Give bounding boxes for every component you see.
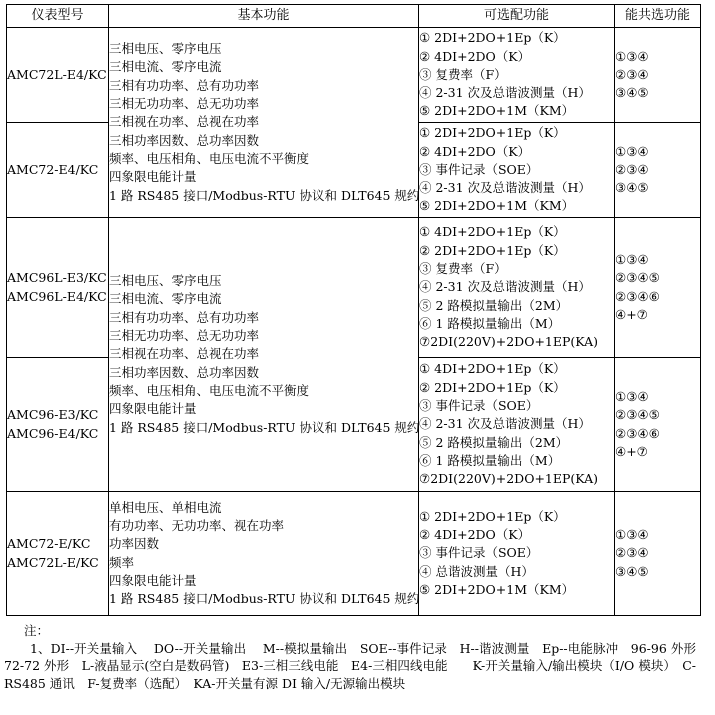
basic-item: 三相有功功率、总有功功率 — [109, 77, 260, 93]
optional-item: ② 4DI+2DO（K） — [419, 48, 531, 64]
optional-item: ② 2DI+2DO+1Ep（K） — [419, 242, 566, 258]
optional-item: ② 4DI+2DO（K） — [419, 143, 531, 159]
optional-item: ① 2DI+2DO+1Ep（K） — [419, 508, 566, 524]
optional-item: ⑥ 1 路模拟量输出（M） — [419, 315, 561, 331]
optional-item: ④ 2-31 次及总谐波测量（H） — [419, 416, 591, 432]
table-row — [7, 28, 701, 123]
optional-item: ③ 复费率（F） — [419, 261, 507, 277]
combo-item: ②③④ — [615, 161, 649, 177]
combo-item: ②③④ — [615, 66, 649, 82]
basic-function-cell — [109, 28, 419, 218]
basic-item: 四象限电能计量 — [109, 572, 197, 588]
basic-item: 三相无功功率、总无功功率 — [109, 96, 260, 112]
basic-item: 1 路 RS485 接口/Modbus-RTU 协议和 DLT645 规约 — [109, 419, 420, 435]
optional-item: ② 2DI+2DO+1Ep（K） — [419, 379, 566, 395]
optional-cell — [419, 28, 615, 123]
combo-item: ①③④ — [615, 251, 649, 267]
optional-item: ⑤ 2 路模拟量输出（2M） — [419, 434, 569, 450]
basic-item: 三相有功功率、总有功功率 — [109, 309, 260, 325]
basic-item: 三相电流、零序电流 — [109, 59, 222, 75]
combo-cell — [615, 492, 701, 616]
basic-item: 频率、电压相角、电压电流不平衡度 — [109, 150, 310, 166]
table-row — [7, 218, 701, 358]
header-model: 仪表型号 — [7, 5, 109, 28]
combo-item: ①③④ — [615, 48, 649, 64]
combo-cell — [615, 28, 701, 123]
combo-item: ④+⑦ — [615, 443, 648, 459]
model-cell — [7, 28, 109, 123]
model-name: AMC96L-E4/KC — [7, 288, 107, 304]
basic-item: 频率、电压相角、电压电流不平衡度 — [109, 382, 310, 398]
combo-item: ②③④⑥ — [615, 425, 660, 441]
basic-item: 三相功率因数、总功率因数 — [109, 364, 260, 380]
basic-item: 三相电压、零序电压 — [109, 41, 222, 57]
basic-item: 功率因数 — [109, 536, 160, 552]
optional-item: ① 2DI+2DO+1Ep（K） — [419, 30, 566, 46]
optional-item: ⑤ 2DI+2DO+1M（KM） — [419, 581, 575, 597]
spec-table — [6, 4, 701, 616]
combo-item: ②③④⑤ — [615, 270, 660, 286]
combo-cell — [615, 218, 701, 358]
optional-item: ③ 事件记录（SOE） — [419, 398, 539, 414]
basic-item: 频率 — [109, 554, 135, 570]
model-name: AMC96-E4/KC — [7, 425, 99, 441]
notes-text: 1、DI--开关量输入 DO--开关量输出 M--模拟量输出 SOE--事件记录 H--谐波测量 Ep--电能脉冲 96-96 外形 72-72 外形 L-液晶显示(空白是数码管) E3-三相三线电能 E4-三相四线电能 K-开关量输入/输出模块（I/O 模块） C-RS485 通讯 F-复费率（选配） KA-开关量有源 DI 输入/无源输出模块 — [4, 640, 709, 691]
optional-item: ④ 2-31 次及总谐波测量（H） — [419, 279, 591, 295]
combo-item: ②③④⑥ — [615, 288, 660, 304]
combo-item: ①③④ — [615, 527, 649, 543]
model-cell — [7, 123, 109, 218]
combo-item: ②③④ — [615, 545, 649, 561]
model-name: AMC96L-E3/KC — [7, 270, 107, 286]
basic-item: 三相电流、零序电流 — [109, 291, 222, 307]
optional-cell — [419, 123, 615, 218]
optional-item: ⑤ 2 路模拟量输出（2M） — [419, 297, 569, 313]
basic-item: 三相电压、零序电压 — [109, 273, 222, 289]
combo-cell — [615, 123, 701, 218]
optional-item: ⑥ 1 路模拟量输出（M） — [419, 452, 561, 468]
model-cell — [7, 492, 109, 616]
model-name: AMC72-E4/KC — [7, 161, 99, 177]
optional-item: ④ 2-31 次及总谐波测量（H） — [419, 180, 591, 196]
combo-item: ③④⑤ — [615, 85, 649, 101]
combo-item: ②③④⑤ — [615, 407, 660, 423]
optional-item: ④ 总谐波测量（H） — [419, 563, 534, 579]
model-cell — [7, 218, 109, 358]
basic-item: 有功功率、无功功率、视在功率 — [109, 517, 285, 533]
optional-item: ⑤ 2DI+2DO+1M（KM） — [419, 198, 575, 214]
optional-item: ③ 事件记录（SOE） — [419, 161, 539, 177]
model-name: AMC72L-E4/KC — [7, 66, 107, 82]
optional-item: ③ 事件记录（SOE） — [419, 545, 539, 561]
combo-item: ③④⑤ — [615, 563, 649, 579]
combo-item: ①③④ — [615, 143, 649, 159]
basic-function-cell — [109, 218, 419, 492]
optional-item: ① 4DI+2DO+1Ep（K） — [419, 361, 566, 377]
model-cell — [7, 358, 109, 492]
combo-item: ④+⑦ — [615, 306, 648, 322]
basic-item: 三相功率因数、总功率因数 — [109, 132, 260, 148]
optional-item: ⑦2DI(220V)+2DO+1EP(KA) — [419, 471, 599, 487]
combo-item: ③④⑤ — [615, 180, 649, 196]
combo-cell — [615, 358, 701, 492]
header-row — [7, 5, 701, 28]
optional-item: ③ 复费率（F） — [419, 66, 507, 82]
basic-item: 1 路 RS485 接口/Modbus-RTU 协议和 DLT645 规约 — [109, 591, 420, 607]
optional-item: ① 2DI+2DO+1Ep（K） — [419, 125, 566, 141]
optional-item: ① 4DI+2DO+1Ep（K） — [419, 224, 566, 240]
optional-item: ④ 2-31 次及总谐波测量（H） — [419, 85, 591, 101]
combo-item: ①③④ — [615, 388, 649, 404]
header-combo: 能共选功能 — [615, 5, 701, 28]
model-name: AMC72L-E/KC — [7, 554, 99, 570]
basic-item: 1 路 RS485 接口/Modbus-RTU 协议和 DLT645 规约 — [109, 187, 420, 203]
basic-item: 三相无功功率、总无功功率 — [109, 328, 260, 344]
basic-item: 单相电压、单相电流 — [109, 499, 222, 515]
optional-cell — [419, 218, 615, 358]
notes-section — [4, 622, 709, 692]
model-name: AMC72-E/KC — [7, 536, 91, 552]
basic-item: 四象限电能计量 — [109, 169, 197, 185]
basic-function-cell — [109, 492, 419, 616]
basic-item: 四象限电能计量 — [109, 401, 197, 417]
table-row — [7, 492, 701, 616]
optional-item: ⑤ 2DI+2DO+1M（KM） — [419, 103, 575, 119]
optional-cell — [419, 492, 615, 616]
optional-cell — [419, 358, 615, 492]
model-name: AMC96-E3/KC — [7, 407, 99, 423]
optional-item: ② 4DI+2DO（K） — [419, 527, 531, 543]
basic-item: 三相视在功率、总视在功率 — [109, 114, 260, 130]
header-optional: 可选配功能 — [419, 5, 615, 28]
notes-label: 注： — [24, 623, 50, 638]
header-basic: 基本功能 — [109, 5, 419, 28]
basic-item: 三相视在功率、总视在功率 — [109, 346, 260, 362]
optional-item: ⑦2DI(220V)+2DO+1EP(KA) — [419, 334, 599, 350]
